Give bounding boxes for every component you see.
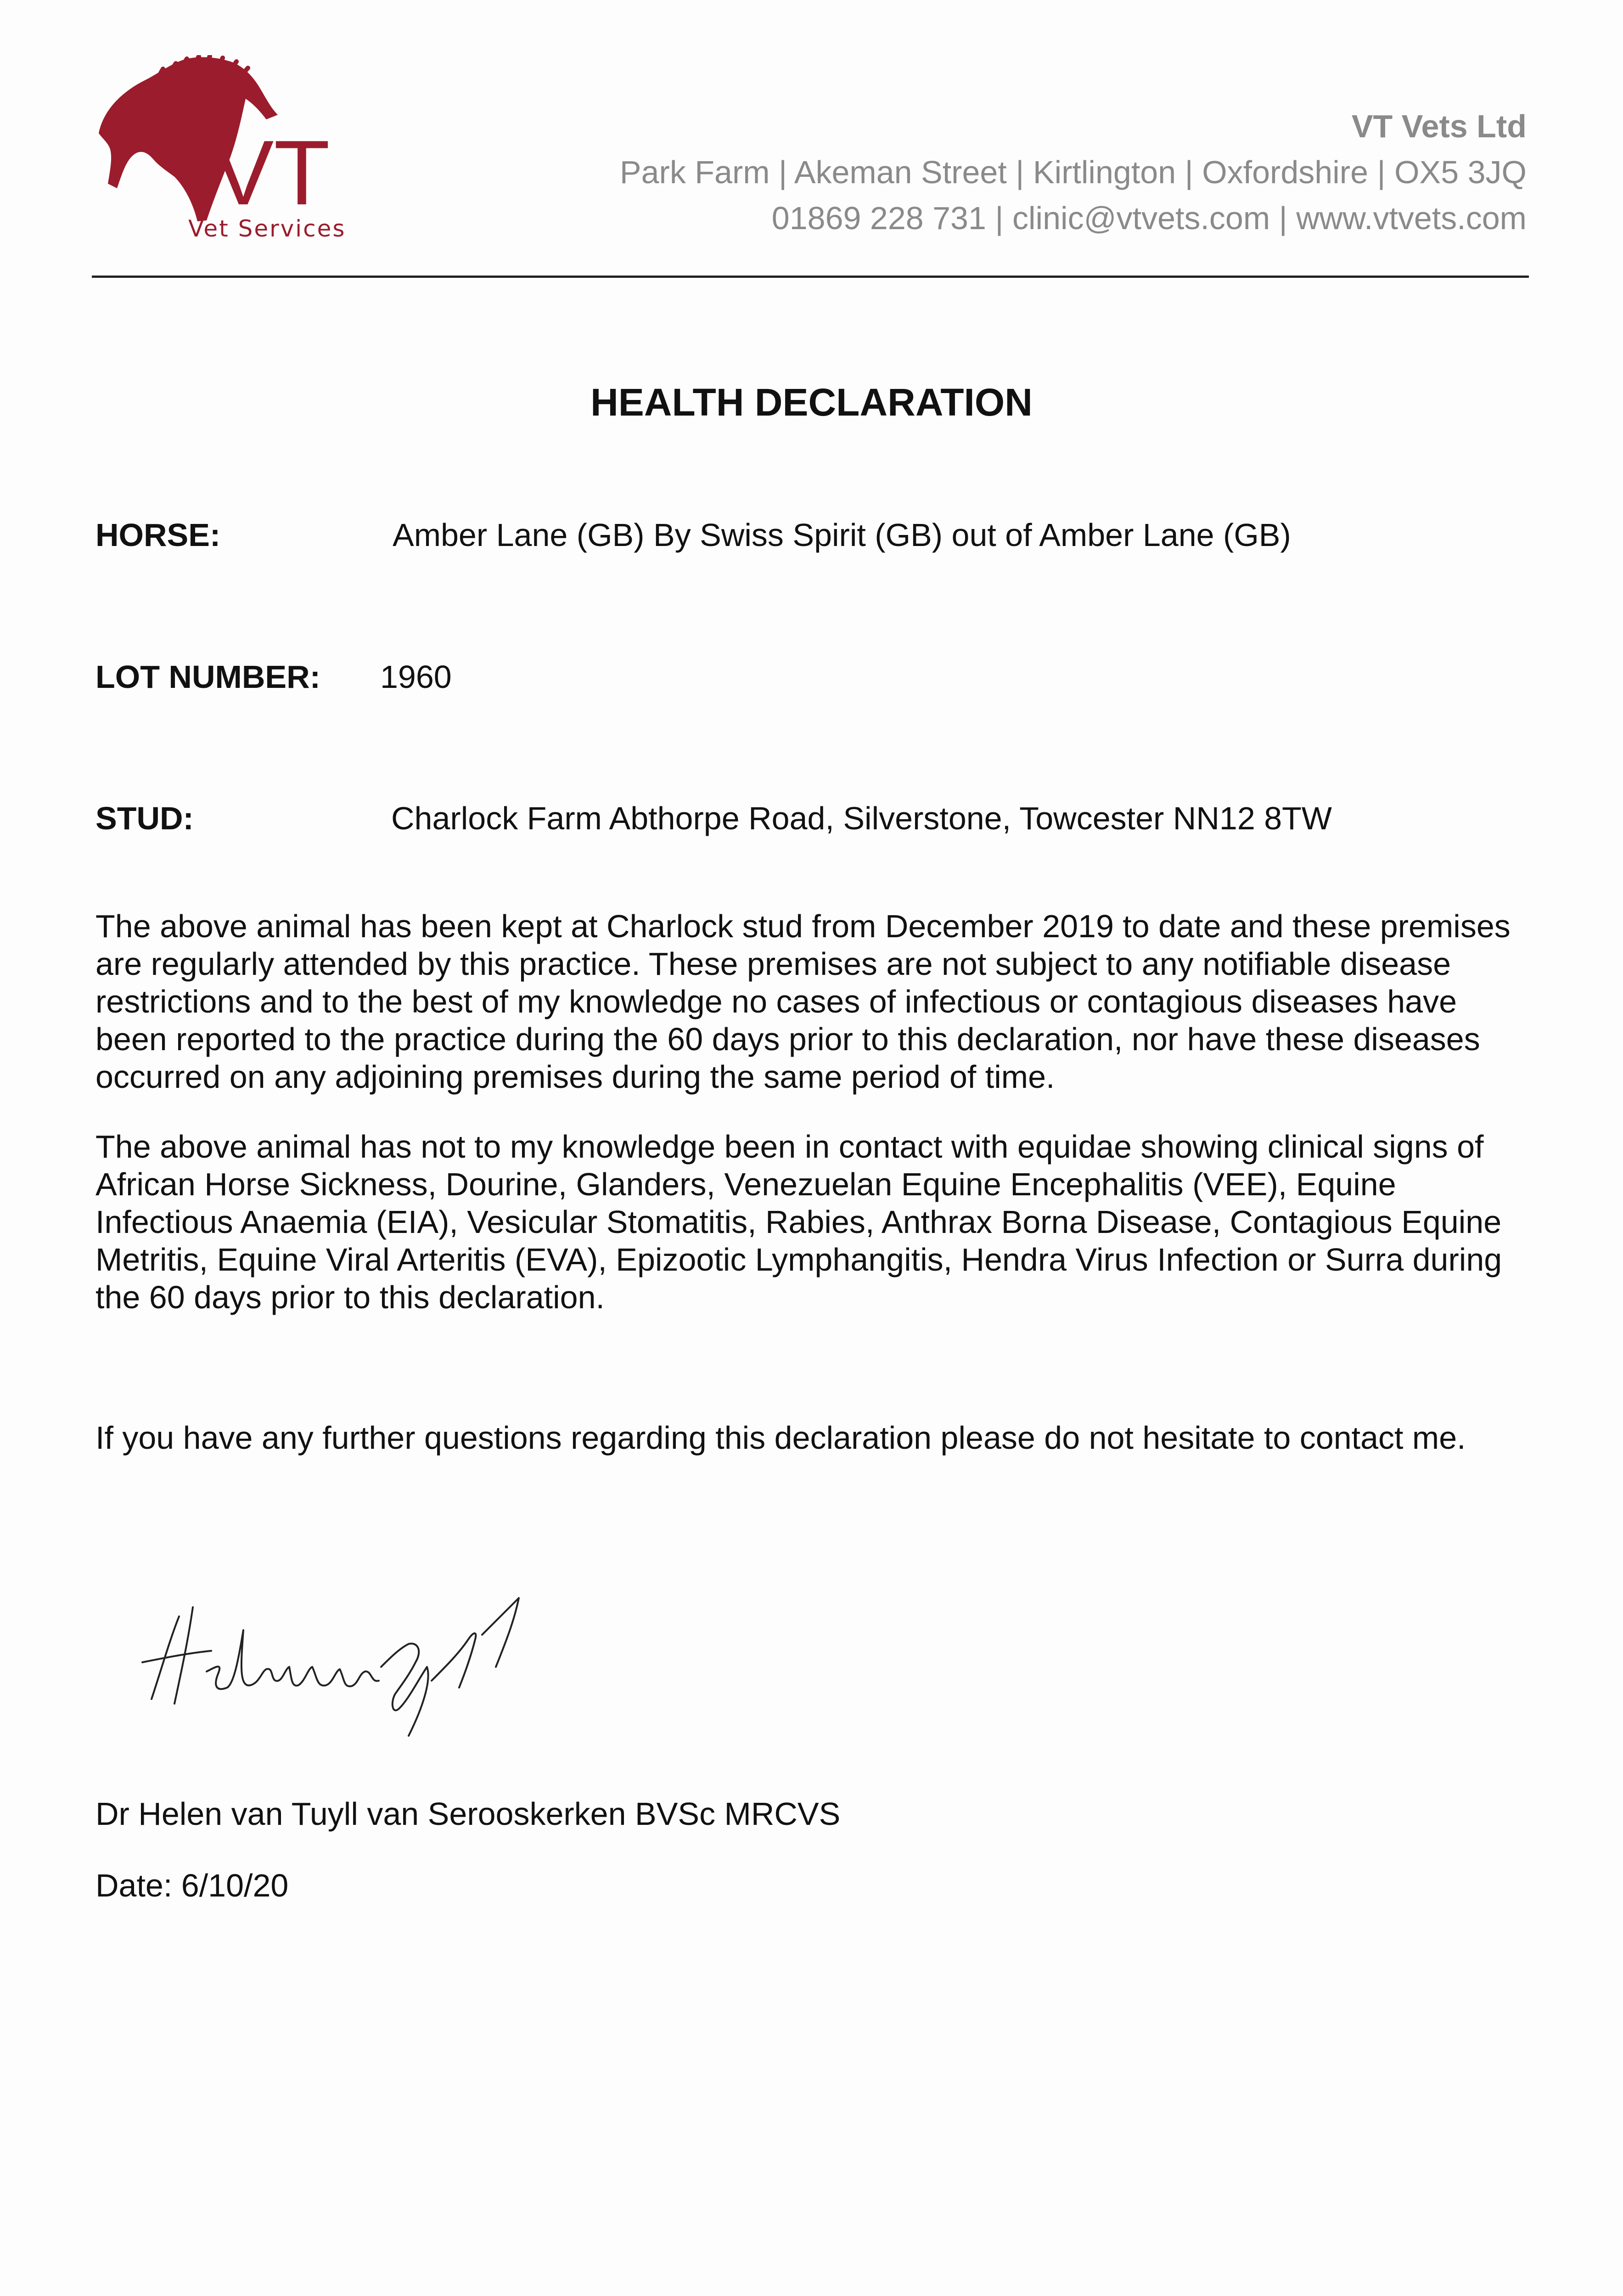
lot-number-value: 1960 — [380, 659, 452, 695]
horse-value: Amber Lane (GB) By Swiss Spirit (GB) out of Amber Lane (GB) — [393, 517, 1291, 553]
stud-label: STUD: — [95, 800, 194, 836]
company-address: Park Farm | Akeman Street | Kirtlington | Oxfordshire | OX5 3JQ — [619, 154, 1527, 190]
horse-label: HORSE: — [95, 517, 221, 553]
company-logo — [90, 55, 356, 248]
signatory-name: Dr Helen van Tuyll van Serooskerken BVSc MRCVS — [95, 1796, 841, 1832]
handwritten-signature — [124, 1589, 556, 1745]
logo-subtitle: Vet Services — [188, 215, 346, 242]
contact-paragraph: If you have any further questions regarding this declaration please do not hesitate to contact me. — [95, 1420, 1466, 1456]
header-divider — [92, 276, 1529, 278]
declaration-paragraph-diseases: The above animal has not to my knowledge been in contact with equidae showing clinical signs of African Horse Sickness, Dourine, Glanders, Venezuelan Equine Encephalitis (VEE), Equine Infectious Anaemia (EIA), Vesicular Stomatitis, Rabies, Anthrax Borna Disease, Contagious Equine Metritis, Equine Viral Arteritis (EVA), Epizootic Lymphangitis, Hendra Virus Infection or Surra during the 60 days prior to this declaration. — [95, 1129, 1502, 1315]
horse-head-logo-icon — [90, 55, 356, 248]
logo-letters: VT — [213, 122, 330, 224]
document-title: HEALTH DECLARATION — [590, 381, 1033, 424]
company-contact: 01869 228 731 | clinic@vtvets.com | www.vtvets.com — [771, 200, 1527, 236]
lot-number-label: LOT NUMBER: — [95, 659, 320, 695]
declaration-date: Date: 6/10/20 — [95, 1868, 289, 1903]
company-name: VT Vets Ltd — [1351, 108, 1527, 144]
letterhead-info — [620, 103, 1527, 241]
signature-icon — [124, 1589, 556, 1745]
stud-value: Charlock Farm Abthorpe Road, Silverstone, Towcester NN12 8TW — [391, 800, 1332, 836]
declaration-paragraph-premises: The above animal has been kept at Charlock stud from December 2019 to date and these premises are regularly attended by this practice. These premises are not subject to any notifiable disease restrictions and to the best of my knowledge no cases of infectious or contagious diseases have been reported to the practice during the 60 days prior to this declaration, nor have these diseases occurred on any adjoining premises during the same period of time. — [95, 908, 1511, 1095]
